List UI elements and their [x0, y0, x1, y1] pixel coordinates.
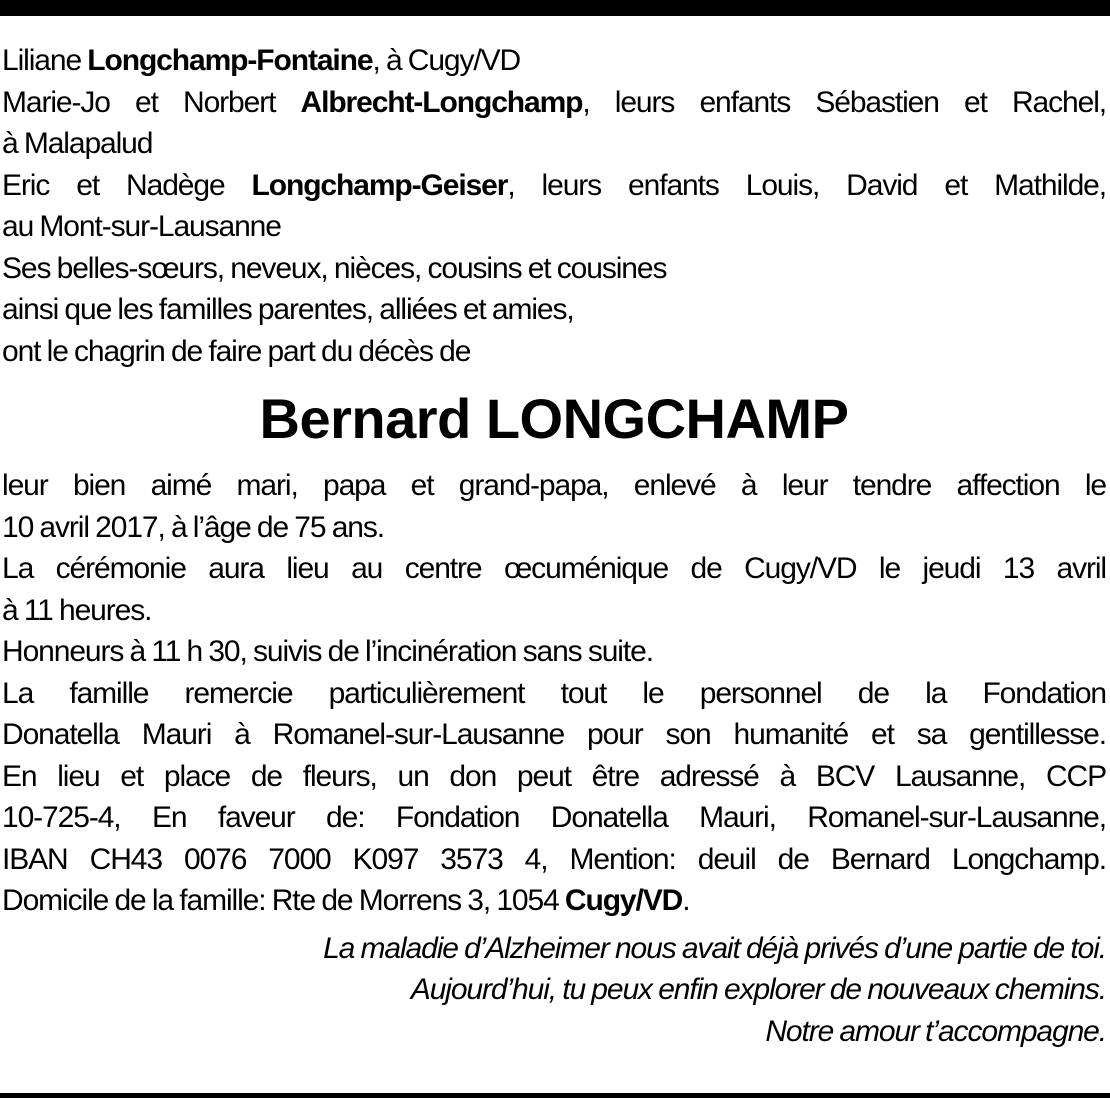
body-line-9: 10-725-4, En faveur de: Fondation Donatella Mauri, Romanel-sur-Lausanne, [2, 801, 1106, 834]
text-segment: Liliane [2, 44, 88, 77]
bottom-rule [0, 1093, 1110, 1098]
family-line-6: Ses belles-sœurs, neveux, nièces, cousins et cousines [2, 251, 667, 285]
family-name-bold: Longchamp-Geiser [251, 168, 508, 202]
text-segment: , leurs enfants Louis, David et Mathilde, [507, 168, 1106, 202]
deceased-name: Bernard LONGCHAMP [259, 387, 849, 450]
family-line-1 [2, 40, 1106, 82]
text-segment: Domicile de la famille: Rte de Morrens 3, 1054 [2, 884, 565, 917]
quote-line-3: Notre amour t’accompagne. [765, 1014, 1106, 1048]
body-line-8: En lieu et place de fleurs, un don peut être adressé à BCV Lausanne, CCP [2, 759, 1106, 793]
quote-line-2: Aujourd’hui, tu peux enfin explorer de nouveaux chemins. [410, 973, 1106, 1006]
family-line-8: ont le chagrin de faire part du décès de [2, 334, 471, 368]
locality-bold: Cugy/VD [564, 884, 683, 917]
text-segment: Marie-Jo et Norbert [2, 85, 301, 119]
family-name-bold: Albrecht-Longchamp [300, 85, 583, 119]
family-line-7: ainsi que les familles parentes, alliées et amies, [2, 293, 574, 326]
family-line-3: à Malapalud [2, 127, 153, 160]
text-segment: Eric et Nadège [2, 168, 252, 202]
body-line-4: à 11 heures. [2, 593, 152, 627]
top-rule [0, 0, 1110, 16]
family-line-5: au Mont-sur-Lausanne [2, 210, 281, 243]
text-segment: , leurs enfants Sébastien et Rachel, [582, 85, 1107, 119]
death-notice [2, 40, 1106, 1052]
body-line-2: 10 avril 2017, à l’âge de 75 ans. [2, 510, 385, 544]
body-line-10: IBAN CH43 0076 7000 K097 3573 4, Mention: deuil de Bernard Longchamp. [2, 842, 1106, 876]
body-line-7: Donatella Mauri à Romanel-sur-Lausanne pour son humanité et sa gentillesse. [2, 718, 1106, 751]
text-segment: , à Cugy/VD [372, 44, 521, 77]
text-segment: . [682, 884, 690, 917]
body-line-11 [2, 880, 1106, 922]
body-line-5: Honneurs à 11 h 30, suivis de l’incinération sans suite. [2, 635, 653, 668]
family-line-2 [2, 82, 1106, 124]
family-line-4 [2, 165, 1106, 207]
quote-line-1: La maladie d’Alzheimer nous avait déjà privés d’une partie de toi. [323, 931, 1106, 965]
family-name-bold: Longchamp-Fontaine [87, 44, 373, 77]
body-line-1: leur bien aimé mari, papa et grand-papa, enlevé à leur tendre affection le [2, 469, 1106, 502]
body-line-3: La cérémonie aura lieu au centre œcuménique de Cugy/VD le jeudi 13 avril [2, 552, 1106, 585]
body-line-6: La famille remercie particulièrement tout le personnel de la Fondation [2, 676, 1106, 710]
